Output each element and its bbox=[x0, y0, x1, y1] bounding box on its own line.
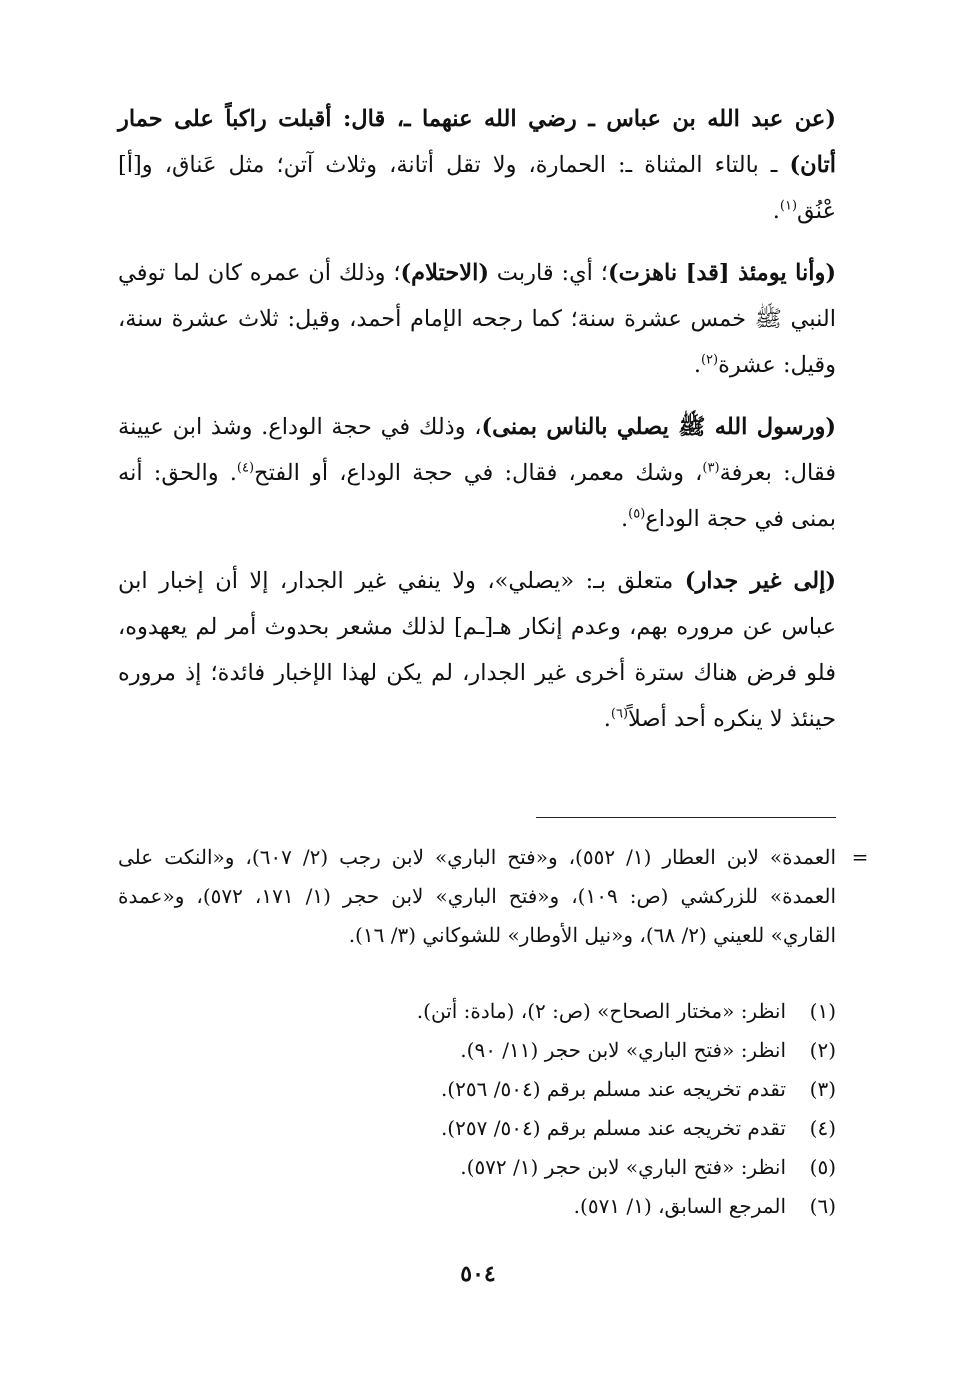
commentary: ـ بالتاء المثناة ـ: الحمارة، ولا تقل أتانة، وثلاث آتن؛ مثل عَناق، و[أ] عْنُق bbox=[118, 152, 836, 224]
footnote-number: (٦) bbox=[809, 1194, 836, 1218]
footnote-text: انظر: «مختار الصحاح» (ص: ٢)، (مادة: أتن). bbox=[416, 999, 786, 1023]
paragraph-1 bbox=[118, 96, 836, 234]
footnote-text: تقدم تخريجه عند مسلم برقم (٥٠٤/ ٢٥٧). bbox=[440, 1116, 786, 1140]
footnote-ref[interactable]: (٢) bbox=[700, 352, 719, 368]
commentary: . والحق: أنه بمنى في حجة الوداع bbox=[118, 460, 836, 532]
quoted-hadith: (وأنا يومئذ [قد] ناهزت) bbox=[607, 260, 837, 286]
period: . bbox=[621, 506, 629, 532]
footnote-text: تقدم تخريجه عند مسلم برقم (٥٠٤/ ٢٥٦). bbox=[440, 1077, 786, 1101]
paragraph-2 bbox=[118, 250, 836, 388]
footnote-text: العمدة» لابن العطار (١/ ٥٥٢)، و«فتح الباري» لابن رجب (٢/ ٦٠٧)، و«النكت على العمدة» للزركشي (ص: ١٠٩)، و«فتح الباري» لابن حجر (١/ ١٧١، ٥٧٢)، و«عمدة القاري» للعيني (٢/ ٦٨)، و«نيل الأوطار» للشوكاني (٣/ ١٦). bbox=[118, 845, 837, 947]
footnote-text: المرجع السابق، (١/ ٥٧١). bbox=[573, 1194, 786, 1218]
footnote-continuation bbox=[118, 838, 869, 955]
period: . bbox=[693, 352, 701, 378]
footnote-6 bbox=[118, 1187, 836, 1226]
footnote-number: (٢) bbox=[809, 1038, 836, 1062]
footnotes-list bbox=[118, 992, 836, 1226]
footnote-ref[interactable]: (٣) bbox=[702, 460, 720, 476]
footnote-ref[interactable]: (٥) bbox=[628, 506, 646, 522]
commentary: ؛ وذلك أن عمره كان لما توفي النبي ﷺ خمس عشرة سنة؛ كما رجحه الإمام أحمد، وقيل: ثلاث عشرة سنة، وقيل: عشرة bbox=[118, 260, 836, 378]
footnote-number: (١) bbox=[809, 999, 836, 1023]
quoted-hadith: (عن عبد الله بن عباس ـ رضي الله عنهما ـ، قال: أقبلت راكباً على حمار أتان) bbox=[118, 106, 836, 178]
page-number: ٥٠٤ bbox=[460, 1261, 496, 1287]
footnote-number: (٥) bbox=[809, 1155, 836, 1179]
main-text bbox=[118, 96, 836, 758]
footnote-number: (٤) bbox=[809, 1116, 836, 1140]
footnote-1 bbox=[118, 992, 836, 1031]
footnote-ref[interactable]: (١) bbox=[779, 198, 798, 214]
footnote-3 bbox=[118, 1070, 836, 1109]
quoted-hadith: (إلى غير جدار) bbox=[684, 568, 836, 594]
footnote-5 bbox=[118, 1148, 836, 1187]
commentary: ، وشك معمر، فقال: في حجة الوداع، أو الفتح bbox=[254, 460, 703, 486]
commentary: ، وذلك في حجة الوداع. وشذ ابن عيينة فقال: بعرفة bbox=[118, 414, 836, 486]
period: . bbox=[603, 706, 611, 732]
footnote-ref[interactable]: (٦) bbox=[610, 706, 629, 722]
footnote-4 bbox=[118, 1109, 836, 1148]
paragraph-4 bbox=[118, 558, 836, 742]
quoted-hadith: (الاحتلام) bbox=[400, 260, 489, 286]
footnote-2 bbox=[118, 1031, 836, 1070]
footnote-text: انظر: «فتح الباري» لابن حجر (١١/ ٩٠). bbox=[460, 1038, 786, 1062]
quoted-hadith: (ورسول الله ﷺ يصلي بالناس بمنى) bbox=[481, 414, 836, 440]
footnote-text: انظر: «فتح الباري» لابن حجر (١/ ٥٧٢). bbox=[460, 1155, 786, 1179]
paragraph-3 bbox=[118, 404, 836, 542]
commentary: متعلق بـ: «يصلي»، ولا ينفي غير الجدار، إلا أن إخبار ابن عباس عن مروره بهم، وعدم إنكار هـ[ـم] لذلك مشعر بحدوث أمر لم يعهدوه، فلو فرض هناك سترة أخرى غير الجدار، لم يكن لهذا الإخبار فائدة؛ إذ مروره حينئذ لا ينكره أحد أصلاً bbox=[118, 568, 836, 732]
continuation-marker: = bbox=[851, 845, 869, 869]
commentary: ؛ أي: قاربت bbox=[488, 260, 608, 286]
footnote-separator bbox=[536, 817, 836, 818]
footnote-ref[interactable]: (٤) bbox=[236, 460, 255, 476]
period: . bbox=[772, 198, 780, 224]
footnote-number: (٣) bbox=[809, 1077, 836, 1101]
